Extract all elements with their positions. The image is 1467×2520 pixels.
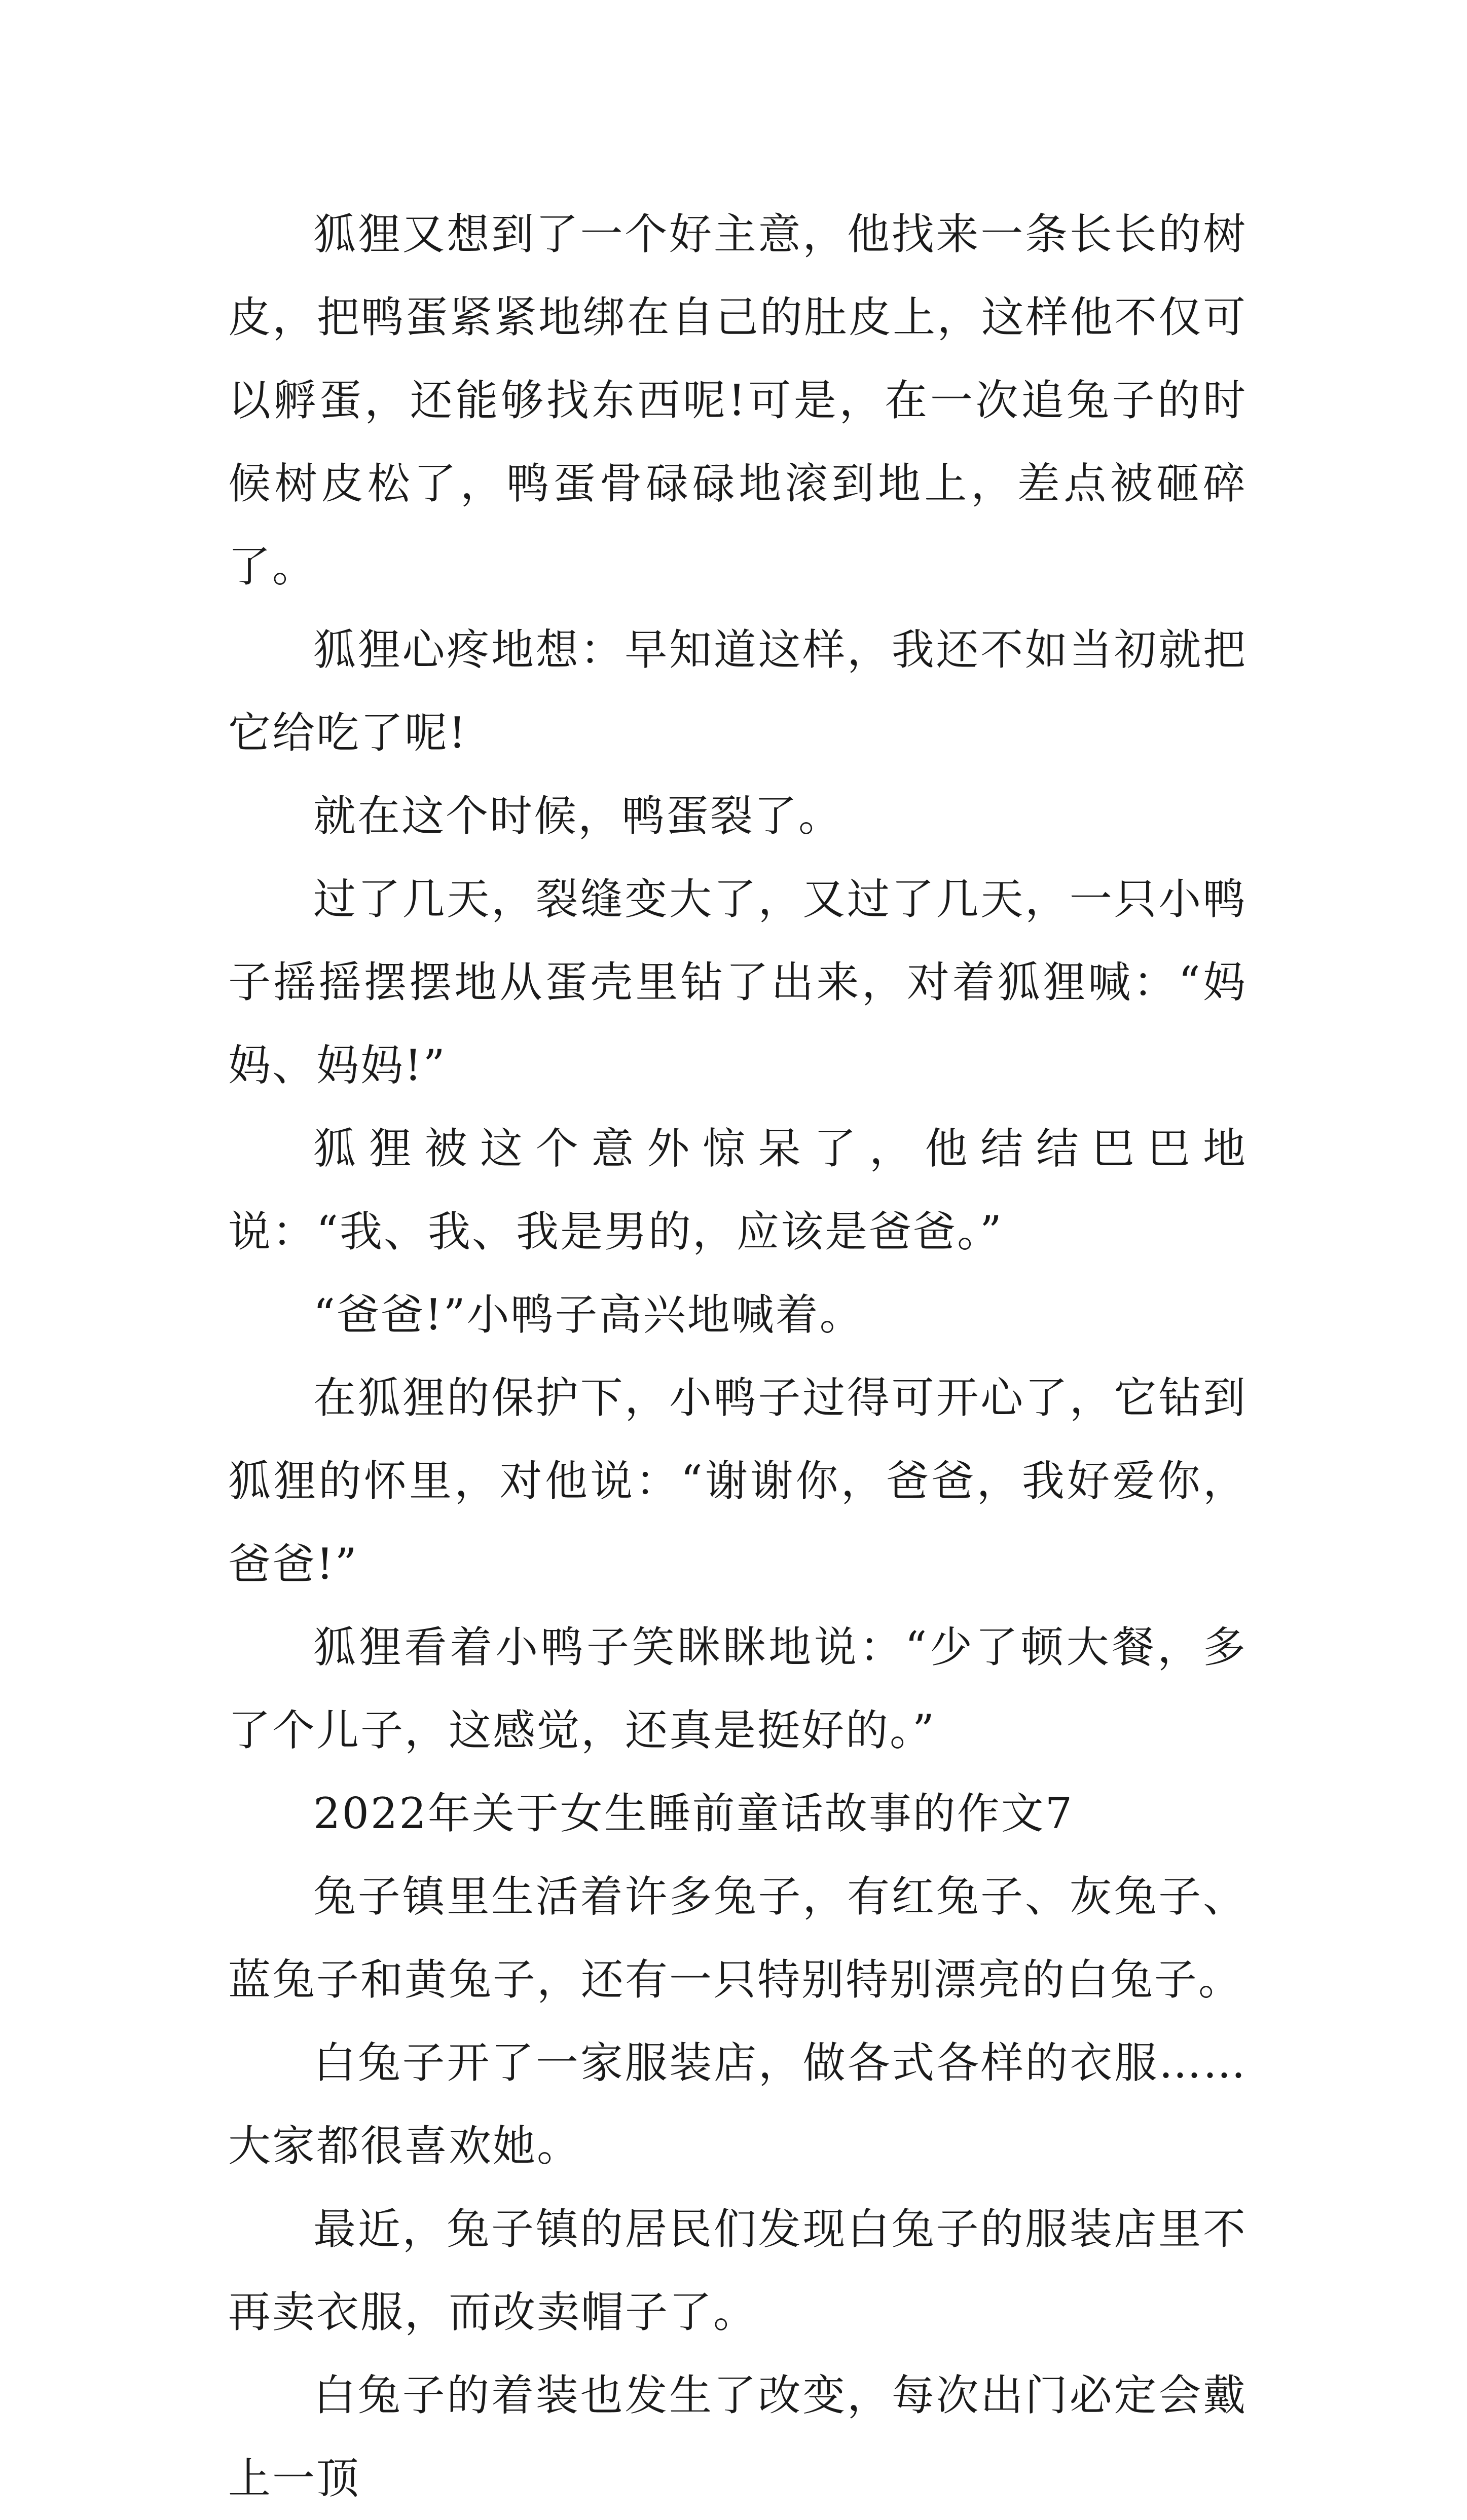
paragraph: 狐狸心疼地想：早知道这样，我还不如当初就把它给吃了呢! <box>228 625 1247 758</box>
paragraph: 最近，兔子镇的居民们发现白兔子的服装店里不再卖衣服，而改卖帽子了。 <box>228 2204 1247 2337</box>
section-heading: 2022年关于女生睡前童话故事的作文7 <box>313 1789 1074 1838</box>
paragraph: 兔子镇里生活着许多兔子，有红兔子、灰兔子、蓝兔子和黄兔子，还有一只特别特别漂亮的白兔子。 <box>228 1872 1247 2005</box>
paragraph: 白兔子的着装也发生了改变，每次出门必定会戴上一顶 <box>228 2370 1247 2503</box>
paragraph: 就在这个时候，鸭蛋裂了。 <box>313 791 843 841</box>
paragraph: 在狐狸的保护下，小鸭子过得可开心了，它钻到狐狸的怀里，对他说：“谢谢你，爸爸，我好爱你，爸爸!” <box>228 1373 1247 1589</box>
paragraph: 狐狸看着小鸭子笑眯眯地说：“少了顿大餐，多了个儿子，这感觉，还真是挺好的。” <box>228 1622 1247 1755</box>
paragraph: 白兔子开了一家服装店，做各式各样的衣服……大家都很喜欢她。 <box>228 2038 1247 2171</box>
paragraph: “爸爸!”小鸭子高兴地喊着。 <box>313 1290 864 1340</box>
paragraph: 过了几天，裂缝变大了，又过了几天，一只小鸭子摇摇摆摆地从蛋壳里钻了出来，对着狐狸喊：“妈妈、妈妈!” <box>228 874 1247 1090</box>
paragraph: 狐狸又想到了一个好主意，他找来一条长长的树皮，把鸭蛋紧紧地绑在自己的肚皮上，这样他不仅可以孵蛋，还能够找东西呢!可是，在一次追兔子的时候树皮松了，鸭蛋骨碌碌地滚到地上，差点被砸碎了。 <box>228 209 1247 591</box>
paragraph: 狐狸被这个意外惊呆了，他结结巴巴地说：“我、我、我是男的，应该是爸爸。” <box>228 1124 1247 1256</box>
document-body <box>228 193 1247 2520</box>
